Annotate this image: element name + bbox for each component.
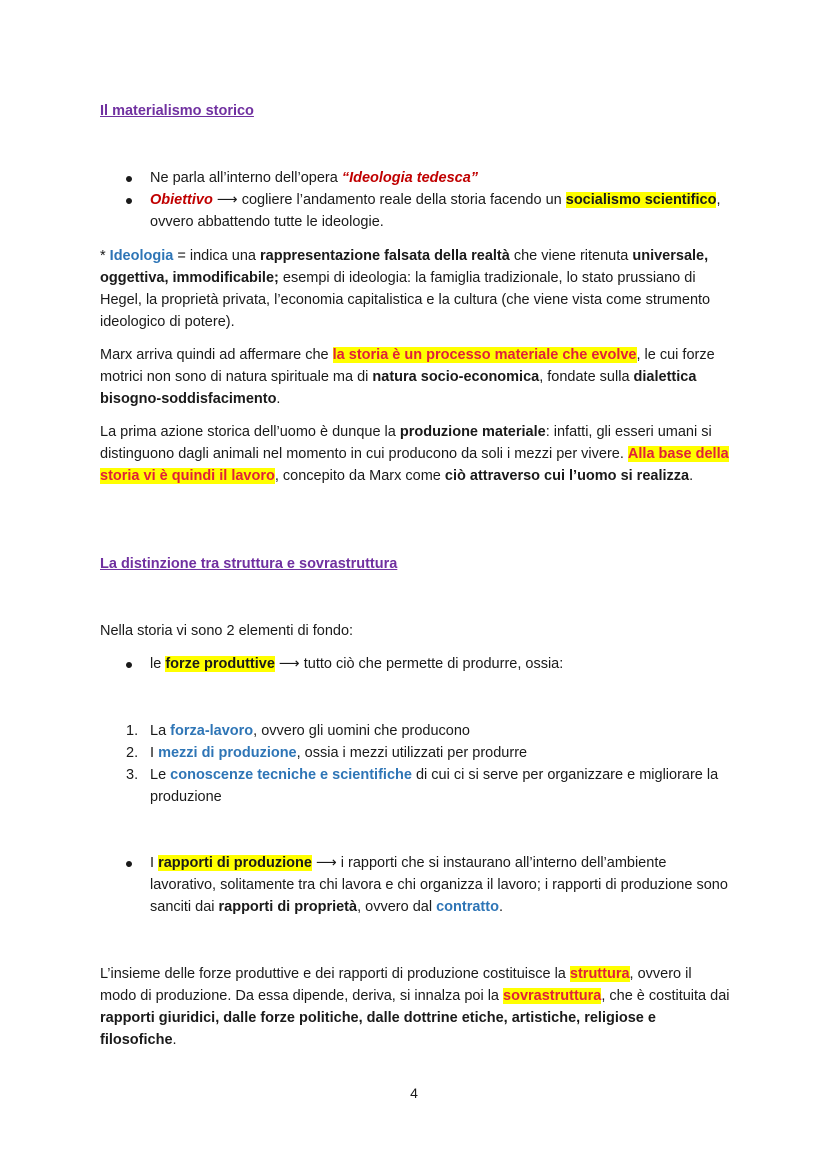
bullet-rapporti-produzione [100,852,730,918]
list-item: 2. I mezzi di produzione, ossia i mezzi utilizzati per produrre [126,745,528,761]
page-number: 4 [410,1085,418,1101]
bullet-list-1 [100,167,730,233]
bullet-dot-icon [126,662,132,668]
section-heading-materialismo: Il materialismo storico [100,103,254,119]
arrow-icon: ⟶ [212,192,242,208]
section-heading-struttura: La distinzione tra struttura e sovrastruttura [100,556,398,572]
list-item: Obiettivo ⟶ cogliere l’andamento reale della storia facendo un socialismo scientifico, ovvero abbattendo tutte le ideologie. [100,189,730,233]
list-item: le forze produttive ⟶ tutto ciò che permette di produrre, ossia: [100,653,730,675]
paragraph-produzione: La prima azione storica dell’uomo è dunque la produzione materiale: infatti, gli esseri umani si distinguono dagli animali nel momento in cui producono da soli i mezzi per vivere. Alla base della storia vi è quindi il lavoro, concepito da Marx come ciò attraverso cui l’uomo si realizza. [100,424,729,484]
bullet-dot-icon [126,198,132,204]
list-item: 1. La forza-lavoro, ovvero gli uomini che producono [126,723,470,739]
bullet-dot-icon [126,176,132,182]
bullet-forze-produttive [100,653,730,675]
list-item: 3. Le conoscenze tecniche e scientifiche di cui ci si serve per organizzare e migliorare la produzione [126,767,719,805]
numbered-list [100,720,730,808]
paragraph-struttura: L’insieme delle forze produttive e dei rapporti di produzione costituisce la struttura, ovvero il modo di produzione. Da essa dipende, deriva, si innalza poi la sovrastruttura, che è costituita dai rapporti giuridici, dalle forze politiche, dalle dottrine etiche, artistiche, religiose e filosofiche. [100,966,730,1048]
paragraph-storia: Marx arriva quindi ad affermare che la storia è un processo materiale che evolve, le cui forze motrici non sono di natura spirituale ma di natura socio-economica, fondate sulla dialettica bisogno-soddisfacimento. [100,347,715,407]
list-item: Ne parla all’interno dell’opera “Ideologia tedesca” [100,167,730,189]
bullet-dot-icon [126,861,132,867]
intro-text: Nella storia vi sono 2 elementi di fondo: [100,623,354,639]
arrow-icon: ⟶ [311,855,341,871]
arrow-icon: ⟶ [274,656,304,672]
ideologia-definition: * Ideologia = indica una rappresentazione falsata della realtà che viene ritenuta universale, oggettiva, immodificabile; esempi di ideologia: la famiglia tradizionale, lo stato prussiano di Hegel, la proprietà privata, l’economia capitalistica e la cultura (che viene vista come strumento ideologico di potere). [100,248,711,330]
list-item: I rapporti di produzione ⟶ i rapporti che si instaurano all’interno dell’ambiente lavorativo, solitamente tra chi lavora e chi organizza il lavoro; i rapporti di produzione sono sanciti dai rapporti di proprietà, ovvero dal contratto. [100,852,730,918]
